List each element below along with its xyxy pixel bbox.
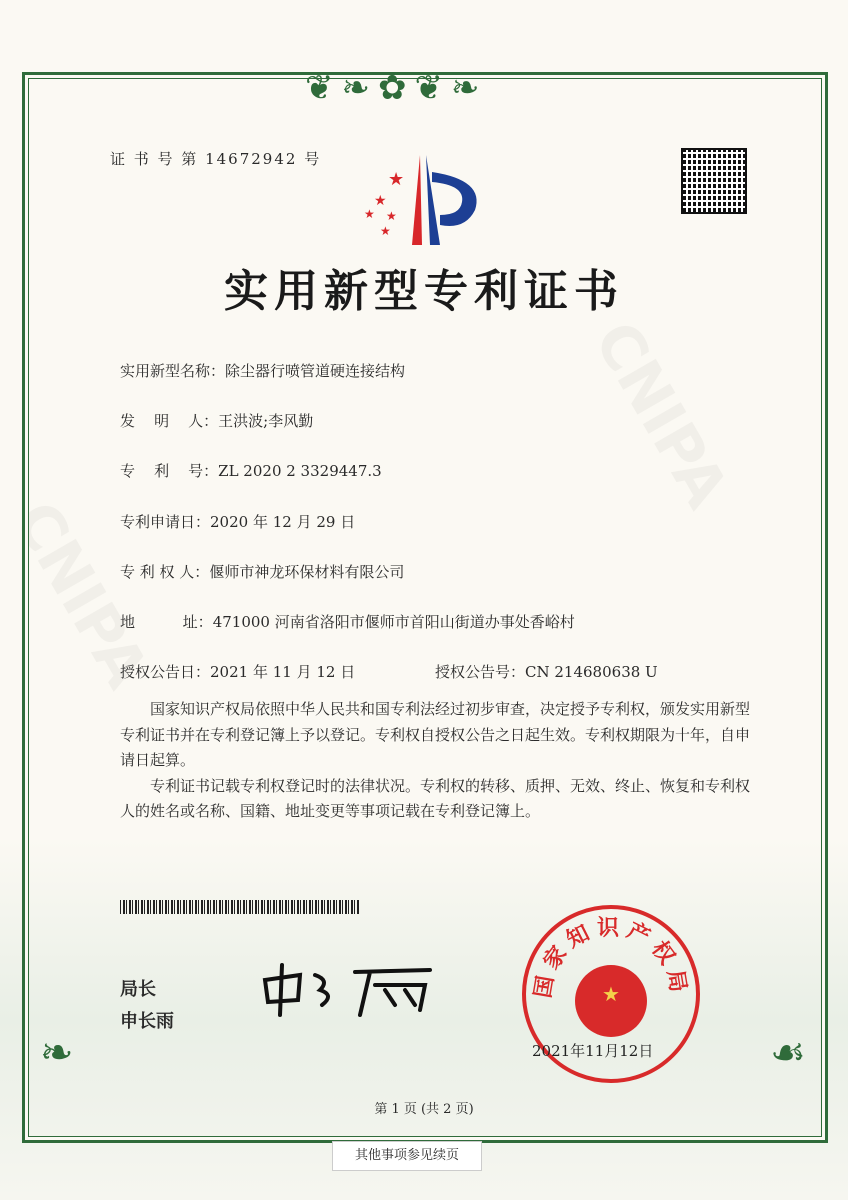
svg-text:★: ★ (602, 982, 620, 1006)
signature (260, 960, 440, 1020)
barcode (120, 900, 360, 914)
svg-text:★: ★ (364, 207, 375, 221)
field-name: 实用新型名称：除尘器行喷管道硬连接结构 (120, 362, 406, 380)
footer-note: 其他事项参见续页 (332, 1141, 482, 1171)
corner-ornament: ❧ (40, 1030, 74, 1076)
field-announcement-number: 授权公告号：CN 214680638 U (435, 663, 658, 681)
svg-text:★: ★ (380, 224, 391, 238)
top-ornament: ❦❧✿❦❧ (305, 68, 488, 108)
field-grant-date: 授权公告日：2021 年 11 月 12 日 (120, 663, 356, 681)
seal-date: 2021年11月12日 (532, 1042, 654, 1060)
qr-code (683, 150, 745, 212)
field-application-date: 专利申请日：2020 年 12 月 29 日 (120, 513, 356, 531)
svg-text:国家知识产权局: 国家知识产权局 (529, 915, 693, 1000)
page-title: 实用新型专利证书 (224, 266, 624, 317)
page-number: 第 1 页 (共 2 页) (374, 1102, 474, 1117)
signatory-name: 申长雨 (120, 1011, 174, 1032)
field-inventor: 发 明 人：王洪波;李风勤 (120, 412, 314, 430)
field-address: 地 址：471000 河南省洛阳市偃师市首阳山街道办事处香峪村 (120, 613, 575, 631)
svg-text:★: ★ (388, 169, 405, 190)
certificate-statement: 国家知识产权局依照中华人民共和国专利法经过初步审查，决定授予专利权，颁发实用新型专利证书并在专利登记簿上予以登记。专利权自授权公告之日起生效。专利权期限为十年，自申请日起算。 专利证书记载专利权登记时的法律状况。专利权的转移、质押、无效、终止、恢复和专利权人的姓名或名称、国籍、地址变更等事项记载在专利登记簿上。 (120, 700, 751, 820)
svg-text:★: ★ (374, 193, 387, 209)
field-patentee: 专 利 权 人：偃师市神龙环保材料有限公司 (120, 563, 405, 581)
signatory-title: 局长 (120, 979, 156, 1000)
certificate-number: 证 书 号 第 14672942 号 (110, 150, 322, 168)
cnipa-logo (360, 150, 490, 250)
svg-text:★: ★ (386, 209, 397, 223)
corner-ornament: ☙ (770, 1030, 806, 1076)
field-patent-number: 专 利 号：ZL 2020 2 3329447.3 (120, 462, 382, 480)
